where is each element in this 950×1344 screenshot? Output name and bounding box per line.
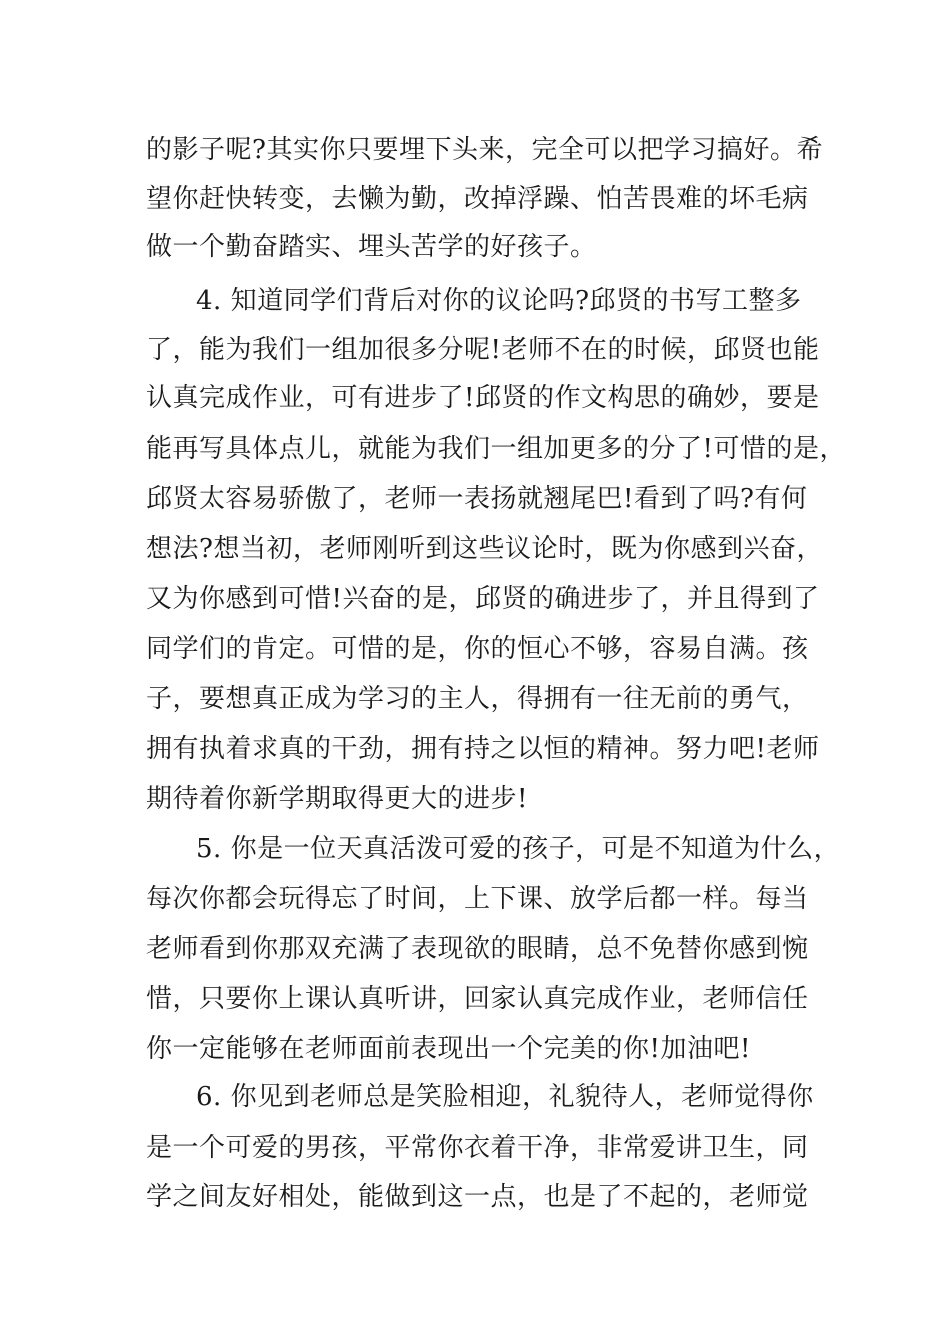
text-line: 惜，只要你上课认真听讲，回家认真完成作业，老师信任 <box>146 984 809 1014</box>
text-line: 邱贤太容易骄傲了，老师一表扬就翘尾巴!看到了吗?有何 <box>146 484 808 514</box>
text-line: 望你赶快转变，去懒为勤，改掉浮躁、怕苦畏难的坏毛病 <box>146 184 809 214</box>
text-line: 同学们的肯定。可惜的是，你的恒心不够，容易自满。孩 <box>146 634 809 664</box>
text-line: 每次你都会玩得忘了时间，上下课、放学后都一样。每当 <box>146 884 809 914</box>
text-line: 又为你感到可惜!兴奋的是，邱贤的确进步了，并且得到了 <box>146 584 820 614</box>
text-line: 能再写具体点儿，就能为我们一组加更多的分了!可惜的是， <box>146 434 846 464</box>
text-line: 做一个勤奋踏实、埋头苦学的好孩子。 <box>146 232 597 262</box>
text-line: 了，能为我们一组加很多分呢!老师不在的时候，邱贤也能 <box>146 335 820 365</box>
text-line: 你一定能够在老师面前表现出一个完美的你!加油吧! <box>146 1034 751 1064</box>
paragraph-4-start: 4. 知道同学们背后对你的议论吗?邱贤的书写工整多 <box>196 286 802 316</box>
text-line: 子，要想真正成为学习的主人，得拥有一往无前的勇气， <box>146 684 809 714</box>
paragraph-6-start: 6. 你见到老师总是笑脸相迎，礼貌待人，老师觉得你 <box>196 1082 814 1112</box>
text-line: 学之间友好相处，能做到这一点，也是了不起的，老师觉 <box>146 1182 809 1212</box>
text-line: 期待着你新学期取得更大的进步! <box>146 784 528 814</box>
text-line: 老师看到你那双充满了表现欲的眼睛，总不免替你感到惋 <box>146 934 809 964</box>
text-line: 认真完成作业，可有进步了!邱贤的作文构思的确妙，要是 <box>146 383 820 413</box>
text-line: 的影子呢?其实你只要埋下头来，完全可以把学习搞好。希 <box>146 135 823 165</box>
paragraph-5-start: 5. 你是一位天真活泼可爱的孩子，可是不知道为什么， <box>196 834 841 864</box>
text-line: 是一个可爱的男孩，平常你衣着干净，非常爱讲卫生，同 <box>146 1133 809 1163</box>
text-line: 拥有执着求真的干劲，拥有持之以恒的精神。努力吧!老师 <box>146 734 820 764</box>
text-line: 想法?想当初，老师刚听到这些议论时，既为你感到兴奋， <box>146 534 823 564</box>
